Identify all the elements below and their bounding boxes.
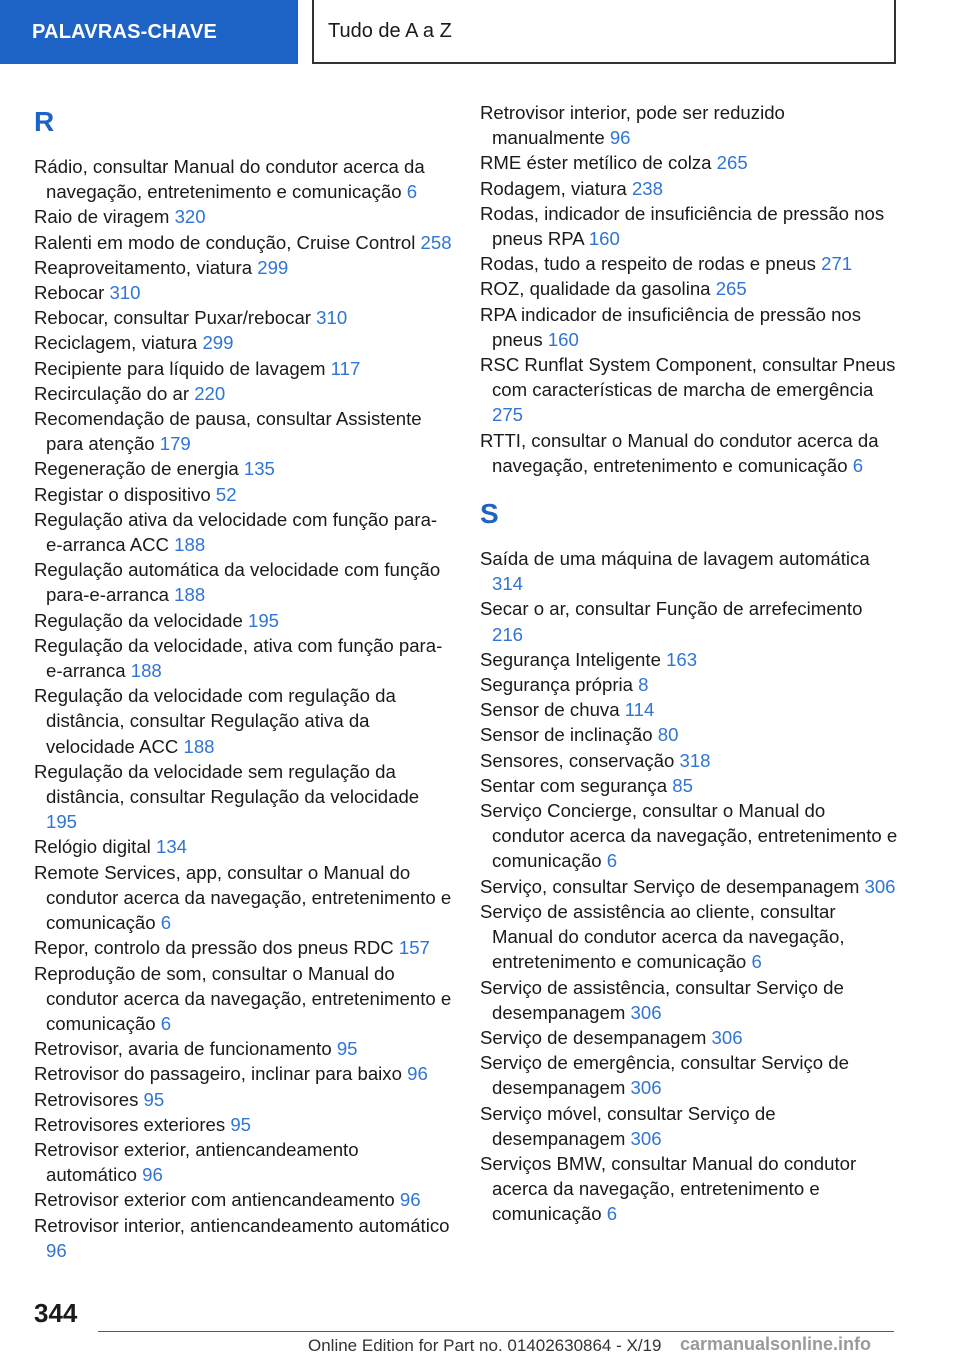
page-reference-link[interactable]: 220 <box>194 382 226 404</box>
index-list-r-left <box>34 154 452 1263</box>
index-entry-text: Serviço de desempanagem <box>480 1026 707 1048</box>
index-entry <box>34 961 452 1037</box>
page-reference-link[interactable]: 80 <box>657 724 679 746</box>
index-entry-text: Recirculação do ar <box>34 382 190 404</box>
index-entry-text: Ralenti em modo de condução, Cruise Control <box>34 231 416 253</box>
index-entry-text: Rádio, consultar Manual do condutor acerca da navegação, entretenimento e comunicação <box>34 156 425 203</box>
index-entry-text: Recomendação de pausa, consultar Assistente para atenção <box>34 408 422 455</box>
index-entry <box>480 352 898 428</box>
page-reference-link[interactable]: 306 <box>630 1127 662 1149</box>
index-entry-text: Retrovisor exterior, antiencandeamento automático <box>34 1138 359 1186</box>
index-entry-text: Serviço, consultar Serviço de desempanagem <box>480 875 860 897</box>
index-entry <box>34 204 452 229</box>
page-reference-link[interactable]: 135 <box>243 458 275 480</box>
page-reference-link[interactable]: 258 <box>420 231 452 253</box>
page-reference-link[interactable]: 160 <box>547 328 579 350</box>
index-entry <box>34 330 452 355</box>
index-entry <box>34 356 452 381</box>
index-entry <box>34 633 452 683</box>
index-entry-text: Serviço móvel, consultar Serviço de desempanagem <box>480 1102 776 1149</box>
page-reference-link[interactable]: 318 <box>679 749 711 771</box>
page-reference-link[interactable]: 95 <box>336 1038 358 1060</box>
index-entry <box>34 557 452 607</box>
index-entry <box>34 683 452 759</box>
index-column-right <box>480 100 898 1227</box>
page-reference-link[interactable]: 134 <box>155 836 188 858</box>
index-entry <box>480 276 898 301</box>
page-reference-link[interactable]: 188 <box>130 660 162 682</box>
index-entry-text: Relógio digital <box>34 836 151 858</box>
index-entry <box>34 482 452 507</box>
page-reference-link[interactable]: 6 <box>160 1012 172 1034</box>
section-letter-s: S <box>480 498 499 530</box>
index-entry <box>34 1137 452 1187</box>
index-entry <box>480 975 898 1025</box>
index-entry <box>480 1050 898 1100</box>
index-entry <box>480 899 898 975</box>
page-reference-link[interactable]: 306 <box>864 875 896 897</box>
index-entry-text: Rebocar <box>34 282 105 304</box>
index-entry-text: Serviço de assistência ao cliente, consultar Manual do condutor acerca da navegação, entretenimento e comunicação <box>480 900 845 973</box>
index-entry-text: RME éster metílico de colza <box>480 152 712 174</box>
page-reference-link[interactable]: 85 <box>672 774 693 796</box>
index-entry <box>34 1087 452 1112</box>
index-entry-text: Segurança própria <box>480 674 633 696</box>
index-entry <box>480 798 898 874</box>
page-reference-link[interactable]: 96 <box>399 1189 421 1211</box>
index-entry <box>34 1061 452 1086</box>
index-entry <box>34 860 452 936</box>
page-reference-link[interactable]: 265 <box>715 278 747 300</box>
index-entry-text: Registar o dispositivo <box>34 483 211 505</box>
page-reference-link[interactable]: 96 <box>46 1239 67 1261</box>
page-reference-link[interactable]: 188 <box>183 735 215 757</box>
index-entry-text: ROZ, qualidade da gasolina <box>480 278 711 300</box>
index-entry-text: Regulação da velocidade sem regulação da distância, consultar Regulação da velocidade <box>34 760 420 808</box>
index-entry <box>34 1187 452 1212</box>
index-entry-text: Regulação da velocidade com regulação da distância, consultar Regulação ativa da velocidade ACC <box>34 685 396 757</box>
page-reference-link[interactable]: 117 <box>330 357 361 379</box>
page-reference-link[interactable]: 8 <box>638 674 649 696</box>
index-entry-text: Segurança Inteligente <box>480 648 661 670</box>
breadcrumb-label: Tudo de A a Z <box>328 19 452 42</box>
index-entry-text: Regeneração de energia <box>34 458 239 480</box>
index-entry <box>480 251 898 276</box>
tab-keywords-label: PALAVRAS-CHAVE <box>32 20 218 43</box>
page-reference-link[interactable]: 188 <box>174 534 206 556</box>
index-entry-text: Saída de uma máquina de lavagem automática <box>480 548 870 570</box>
watermark: carmanualsonline.info <box>680 1334 872 1354</box>
index-entry <box>34 154 452 204</box>
tab-keywords[interactable] <box>0 0 298 64</box>
page-reference-link[interactable]: 95 <box>230 1113 252 1135</box>
index-entry <box>34 608 452 633</box>
index-entry-text: Sensores, conservação <box>480 749 675 771</box>
index-entry <box>34 230 452 255</box>
index-entry-text: Rodagem, viatura <box>480 177 627 199</box>
index-entry-text: Raio de viragem <box>34 206 170 228</box>
index-entry-text: Retrovisor exterior com antiencandeamento <box>34 1189 395 1211</box>
index-entry <box>34 935 452 960</box>
index-entry-text: Regulação da velocidade <box>34 609 243 631</box>
page-reference-link[interactable]: 216 <box>492 623 524 645</box>
index-entry <box>34 1112 452 1137</box>
index-entry <box>34 507 452 557</box>
index-entry-text: Reaproveitamento, viatura <box>34 256 253 278</box>
index-entry-text: Recipiente para líquido de lavagem <box>34 357 326 379</box>
index-entry-text: Retrovisor interior, pode ser reduzido manualmente <box>480 102 785 149</box>
index-entry-text: Sensor de chuva <box>480 699 620 721</box>
page-reference-link[interactable]: 95 <box>143 1088 165 1110</box>
index-entry-text: Serviço de assistência, consultar Serviço de desempanagem <box>480 976 844 1023</box>
index-entry <box>480 546 898 596</box>
section-letter-r: R <box>34 106 55 137</box>
page-reference-link[interactable]: 179 <box>159 433 191 455</box>
index-entry <box>34 406 452 456</box>
index-entry <box>480 773 898 798</box>
page-reference-link[interactable]: 6 <box>852 454 864 476</box>
index-entry <box>480 647 898 672</box>
index-entry <box>480 176 898 201</box>
index-entry-text: Retrovisor do passageiro, inclinar para baixo <box>34 1063 402 1085</box>
page-reference-link[interactable]: 299 <box>257 256 289 278</box>
index-list-s <box>480 546 898 1226</box>
index-entry-text: Retrovisores exteriores <box>34 1113 226 1135</box>
page-reference-link[interactable]: 160 <box>588 228 620 250</box>
index-entry <box>34 305 452 330</box>
index-entry-text: Serviço de emergência, consultar Serviço de desempanagem <box>480 1052 849 1099</box>
page-reference-link[interactable]: 238 <box>631 177 663 199</box>
page-reference-link[interactable]: 271 <box>821 253 853 275</box>
index-entry-text: Remote Services, app, consultar o Manual do condutor acerca da navegação, entretenimento e comunicação <box>34 861 452 934</box>
page-reference-link[interactable]: 6 <box>751 951 762 973</box>
index-entry-text: Retrovisores <box>34 1088 139 1110</box>
index-entry <box>480 672 898 697</box>
index-entry-text: RTTI, consultar o Manual do condutor acerca da navegação, entretenimento e comunicação <box>480 429 879 476</box>
page-reference-link[interactable]: 299 <box>202 332 234 354</box>
index-entry <box>480 428 898 478</box>
index-entry <box>34 456 452 481</box>
index-entry <box>34 1213 452 1263</box>
index-entry-text: Reprodução de som, consultar o Manual do condutor acerca da navegação, entretenimento e comunicação <box>34 962 452 1034</box>
footer-edition: Online Edition for Part no. 01402630864 - X/19 <box>308 1336 662 1355</box>
page-reference-link[interactable]: 306 <box>630 1001 662 1023</box>
page-reference-link[interactable]: 52 <box>215 483 237 505</box>
page-number: 344 <box>34 1298 78 1328</box>
page-reference-link[interactable]: 96 <box>142 1164 163 1186</box>
index-entry <box>480 1151 898 1227</box>
index-entry-text: Regulação automática da velocidade com função para-e-arranca <box>34 559 441 606</box>
page-reference-link[interactable]: 157 <box>398 937 430 959</box>
index-entry <box>34 759 452 835</box>
index-entry-text: Repor, controlo da pressão dos pneus RDC <box>34 937 394 959</box>
footer-divider <box>98 1331 894 1332</box>
page-reference-link[interactable]: 163 <box>666 648 698 670</box>
index-entry <box>34 834 452 859</box>
index-entry-text: Serviços BMW, consultar Manual do condutor acerca da navegação, entretenimento e comunicação <box>480 1152 857 1225</box>
page-reference-link[interactable]: 6 <box>160 912 172 934</box>
page-reference-link[interactable]: 6 <box>606 850 618 872</box>
index-entry-text: Rodas, indicador de insuficiência de pressão nos pneus RPA <box>480 202 885 250</box>
page-reference-link[interactable]: 195 <box>248 609 280 631</box>
index-entry-text: Sentar com segurança <box>480 774 668 796</box>
index-entry <box>480 1025 898 1050</box>
breadcrumb <box>312 0 896 64</box>
index-entry-text: Regulação ativa da velocidade com função para-e-arranca ACC <box>34 508 438 556</box>
index-entry-text: Rodas, tudo a respeito de rodas e pneus <box>480 253 816 275</box>
index-entry-text: RSC Runflat System Component, consultar Pneus com características de marcha de emergência <box>480 354 896 401</box>
index-entry <box>34 1036 452 1061</box>
page-reference-link[interactable]: 6 <box>606 1203 618 1225</box>
index-entry-text: Rebocar, consultar Puxar/rebocar <box>34 307 311 329</box>
page-reference-link[interactable]: 188 <box>174 584 206 606</box>
page-reference-link[interactable]: 306 <box>711 1026 743 1048</box>
index-list-r-right <box>480 100 898 478</box>
index-entry <box>34 255 452 280</box>
page-reference-link[interactable]: 310 <box>109 282 141 304</box>
index-entry <box>480 596 898 646</box>
index-column-left <box>34 100 452 1263</box>
page-reference-link[interactable]: 96 <box>609 127 631 149</box>
page-reference-link[interactable]: 320 <box>174 206 206 228</box>
page-reference-link[interactable]: 265 <box>716 152 748 174</box>
index-entry <box>480 302 898 352</box>
index-entry <box>480 100 898 150</box>
index-entry-text: RPA indicador de insuficiência de pressão nos pneus <box>480 303 862 350</box>
index-entry <box>34 381 452 406</box>
page-reference-link[interactable]: 310 <box>316 307 348 329</box>
index-entry <box>480 874 898 899</box>
index-entry <box>480 697 898 722</box>
index-entry <box>34 280 452 305</box>
index-entry-text: Secar o ar, consultar Função de arrefecimento <box>480 598 863 620</box>
index-entry <box>480 748 898 773</box>
index-entry-text: Sensor de inclinação <box>480 724 653 746</box>
page-reference-link[interactable]: 96 <box>407 1063 428 1085</box>
index-entry-text: Retrovisor interior, antiencandeamento automático <box>34 1214 450 1236</box>
index-entry-text: Regulação da velocidade, ativa com função para-e-arranca <box>34 634 443 682</box>
index-entry <box>480 150 898 175</box>
index-entry-text: Reciclagem, viatura <box>34 332 198 354</box>
page-reference-link[interactable]: 114 <box>624 699 655 721</box>
page-reference-link[interactable]: 195 <box>46 811 78 833</box>
page-reference-link[interactable]: 275 <box>492 404 524 426</box>
page-reference-link[interactable]: 306 <box>630 1077 662 1099</box>
index-entry <box>480 1101 898 1151</box>
index-entry <box>480 722 898 747</box>
index-entry-text: Retrovisor, avaria de funcionamento <box>34 1038 332 1060</box>
page-reference-link[interactable]: 6 <box>406 181 418 203</box>
index-entry <box>480 201 898 251</box>
page-reference-link[interactable]: 314 <box>492 573 524 595</box>
index-entry-text: Serviço Concierge, consultar o Manual do condutor acerca da navegação, entretenimento e comunicação <box>480 800 898 872</box>
